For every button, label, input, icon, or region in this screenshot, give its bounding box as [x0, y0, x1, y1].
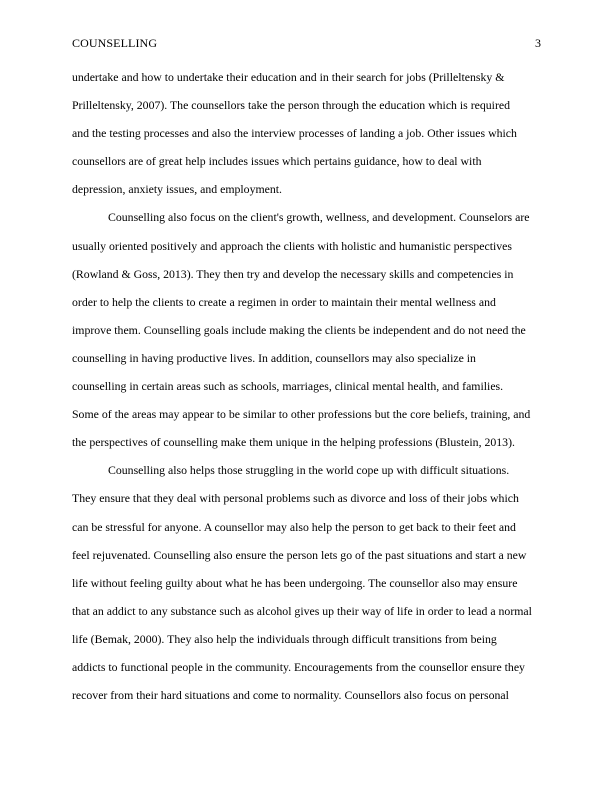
text-line: depression, anxiety issues, and employment. — [72, 182, 283, 197]
text-line: counselling in certain areas such as schools, marriages, clinical mental health, and families. — [72, 379, 504, 394]
text-line: order to help the clients to create a regimen in order to maintain their mental wellness and — [72, 294, 496, 309]
text-line: can be stressful for anyone. A counsellor may also help the person to get back to their feet and — [72, 519, 516, 534]
text-line: that an addict to any substance such as alcohol gives up their way of life in order to lead a normal — [72, 603, 532, 618]
running-head: COUNSELLING — [72, 36, 158, 50]
text-line: Prilleltensky, 2007). The counsellors take the person through the education which is required — [72, 98, 511, 113]
text-line: They ensure that they deal with personal problems such as divorce and loss of their jobs which — [72, 491, 519, 506]
text-line: counselling in having productive lives. In addition, counsellors may also specialize in — [72, 350, 476, 365]
text-line: Some of the areas may appear to be similar to other professions but the core beliefs, training, and — [72, 407, 531, 422]
text-line: undertake and how to undertake their education and in their search for jobs (Prilleltensky & — [72, 70, 505, 84]
text-line: (Rowland & Goss, 2013). They then try and develop the necessary skills and competencies in — [72, 266, 514, 281]
text-line: Counselling also helps those struggling in the world cope up with difficult situations. — [108, 463, 510, 478]
text-line: usually oriented positively and approach the clients with holistic and humanistic perspectives — [72, 238, 512, 253]
text-line: Counselling also focus on the client's growth, wellness, and development. Counselors are — [108, 210, 530, 225]
text-line: improve them. Counselling goals include making the clients be independent and do not need the — [72, 322, 526, 337]
paragraph-3 — [72, 461, 542, 714]
text-line: counsellors are of great help includes issues which pertains guidance, how to deal with — [72, 154, 482, 169]
body-text — [72, 68, 542, 714]
text-line: and the testing processes and also the interview processes of landing a job. Other issues which — [72, 126, 517, 141]
text-line: feel rejuvenated. Counselling also ensure the person lets go of the past situations and start a new — [72, 547, 527, 562]
paragraph-1 — [72, 68, 542, 208]
text-line: addicts to functional people in the community. Encouragements from the counsellor ensure they — [72, 659, 525, 674]
page-number: 3 — [535, 36, 541, 50]
text-line: life (Bemak, 2000). They also help the individuals through difficult transitions from being — [72, 631, 497, 646]
text-line: recover from their hard situations and come to normality. Counsellors also focus on personal — [72, 688, 509, 703]
text-line: life without feeling guilty about what he has been undergoing. The counsellor also may ensure — [72, 575, 518, 590]
text-line: the perspectives of counselling make them unique in the helping professions (Blustein, 2013). — [72, 435, 515, 450]
paragraph-2 — [72, 208, 542, 461]
